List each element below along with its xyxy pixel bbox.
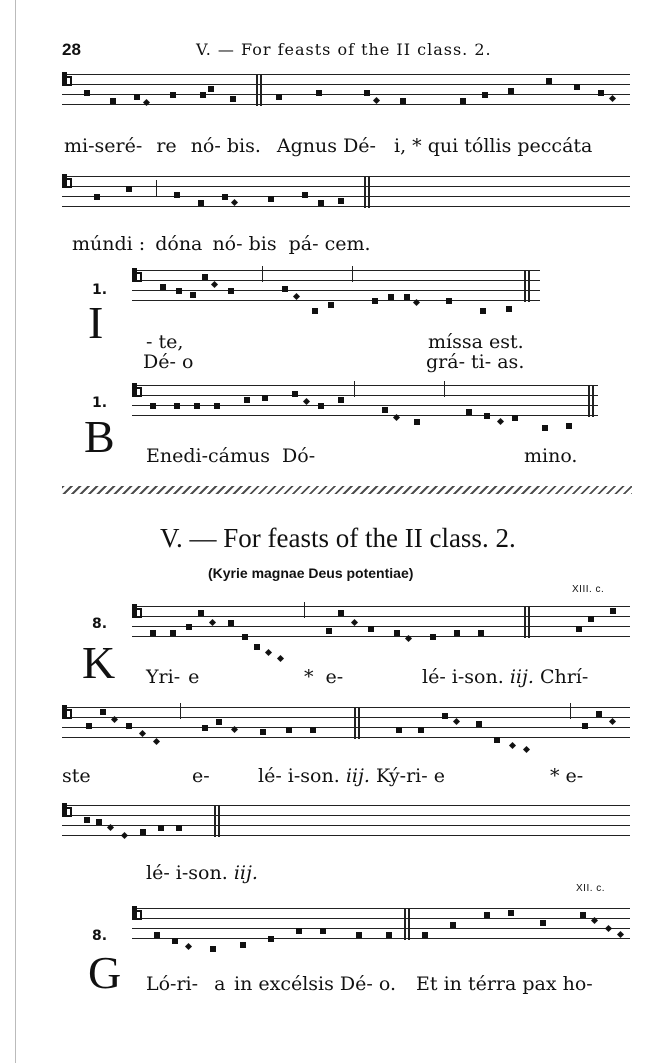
syllable: Dé-: [343, 135, 376, 157]
syllable: qui: [427, 135, 459, 157]
syllable: o: [181, 351, 194, 373]
lyric-ite-upper-b: [428, 331, 524, 353]
lyric-kyrie-2d: [550, 765, 583, 787]
syllable: iij.: [345, 765, 370, 787]
syllable: bis.: [226, 135, 261, 157]
syllable: re: [156, 135, 177, 157]
lyric-kyrie-2b: [192, 765, 210, 787]
lyric-gloria-a: [146, 973, 225, 995]
syllable: Chrí-: [539, 666, 589, 688]
staff-agnus-2: [62, 176, 630, 208]
mode-number: 8.: [92, 616, 108, 632]
syllable: - te,: [146, 331, 184, 353]
lyric-gloria-c: [416, 973, 593, 995]
syllable: Dé-: [143, 351, 176, 373]
staff-kyrie-3: [62, 805, 630, 837]
syllable: in: [443, 973, 462, 995]
syllable: i-son.: [451, 666, 504, 688]
syllable: míssa: [428, 331, 483, 353]
syllable: ho-: [562, 973, 593, 995]
syllable: Enedi-cámus: [146, 445, 270, 467]
syllable: est.: [488, 331, 524, 353]
syllable: Dó-: [282, 445, 316, 467]
syllable: i-son.: [175, 862, 228, 884]
syllable: iij.: [509, 666, 534, 688]
mode-number: 1.: [92, 395, 108, 411]
staff-ite: [132, 270, 540, 302]
initial-letter: G: [88, 947, 122, 998]
initial-letter: B: [84, 411, 115, 462]
mode-number: 1.: [92, 282, 108, 298]
staff-kyrie-1: [132, 606, 630, 638]
lyric-agnus-2: [72, 233, 371, 255]
lyric-deo-lower: [143, 351, 193, 373]
syllable: múndi :: [72, 233, 146, 255]
syllable: *: [304, 666, 314, 688]
syllable: i-son.: [287, 765, 340, 787]
staff-kyrie-2: [62, 707, 630, 739]
syllable: lé-: [422, 666, 446, 688]
staff-gloria: [132, 908, 630, 940]
syllable: e: [433, 765, 445, 787]
syllable: mi-seré-: [64, 135, 143, 157]
syllable: e-: [192, 765, 210, 787]
ornamental-divider: [62, 486, 632, 494]
lyric-kyrie-2c: [258, 765, 445, 787]
syllable: térra: [467, 973, 517, 995]
century-label: XII. c.: [576, 883, 606, 894]
syllable: mino.: [524, 445, 578, 467]
lyric-kyrie-1a: [146, 666, 199, 688]
syllable: iij.: [233, 862, 258, 884]
syllable: *: [550, 765, 560, 787]
lyric-ite-upper: [146, 331, 183, 353]
lyric-agnus-1: [64, 135, 624, 157]
syllable: i, *: [394, 135, 422, 157]
syllable: pax: [522, 973, 557, 995]
syllable: e-: [565, 765, 584, 787]
syllable: o.: [378, 973, 397, 995]
initial-letter: K: [82, 637, 116, 688]
lyric-kyrie-1c: [422, 666, 588, 688]
page-number: 28: [62, 40, 81, 59]
syllable: nó-: [190, 135, 221, 157]
syllable: Dé-: [339, 973, 373, 995]
syllable: tóllis: [464, 135, 512, 157]
syllable: in: [234, 973, 253, 995]
syllable: lé-: [146, 862, 170, 884]
syllable: e-: [325, 666, 344, 688]
syllable: Yri-: [146, 666, 181, 688]
syllable: e: [188, 666, 200, 688]
mode-number: 8.: [92, 928, 108, 944]
syllable: nó-: [212, 233, 243, 255]
lyric-benedicamus: [146, 445, 586, 467]
syllable: ste: [62, 765, 91, 787]
syllable: grá-: [426, 351, 465, 373]
section-title: V. — For feasts of the II class. 2.: [160, 523, 516, 553]
syllable: as.: [497, 351, 525, 373]
staff-benedicamus: [132, 385, 598, 417]
century-label: XIII. c.: [572, 584, 605, 595]
syllable: dóna: [155, 233, 203, 255]
lyric-kyrie-2a: [62, 765, 91, 787]
staff-agnus-1: [62, 74, 630, 106]
syllable: lé-: [258, 765, 282, 787]
syllable: excélsis: [258, 973, 334, 995]
page-edge: [15, 0, 16, 1063]
initial-letter: I: [88, 297, 104, 348]
lyric-gratias-lower: [426, 351, 524, 373]
syllable: Et: [416, 973, 438, 995]
lyric-kyrie-1b: [304, 666, 343, 688]
syllable: Agnus: [276, 135, 338, 157]
syllable: Ló-ri-: [146, 973, 199, 995]
syllable: cem.: [324, 233, 371, 255]
syllable: pá-: [288, 233, 319, 255]
lyric-gloria-b: [234, 973, 396, 995]
syllable: Ký-ri-: [375, 765, 428, 787]
syllable: a: [214, 973, 226, 995]
syllable: bis: [248, 233, 277, 255]
running-title: V. — For feasts of the II class. 2.: [196, 40, 492, 59]
syllable: ti-: [471, 351, 492, 373]
syllable: peccáta: [517, 135, 593, 157]
lyric-benedicamus-end: [524, 445, 577, 467]
lyric-kyrie-3: [146, 862, 258, 884]
section-subtitle: (Kyrie magnae Deus potentiae): [208, 565, 414, 581]
